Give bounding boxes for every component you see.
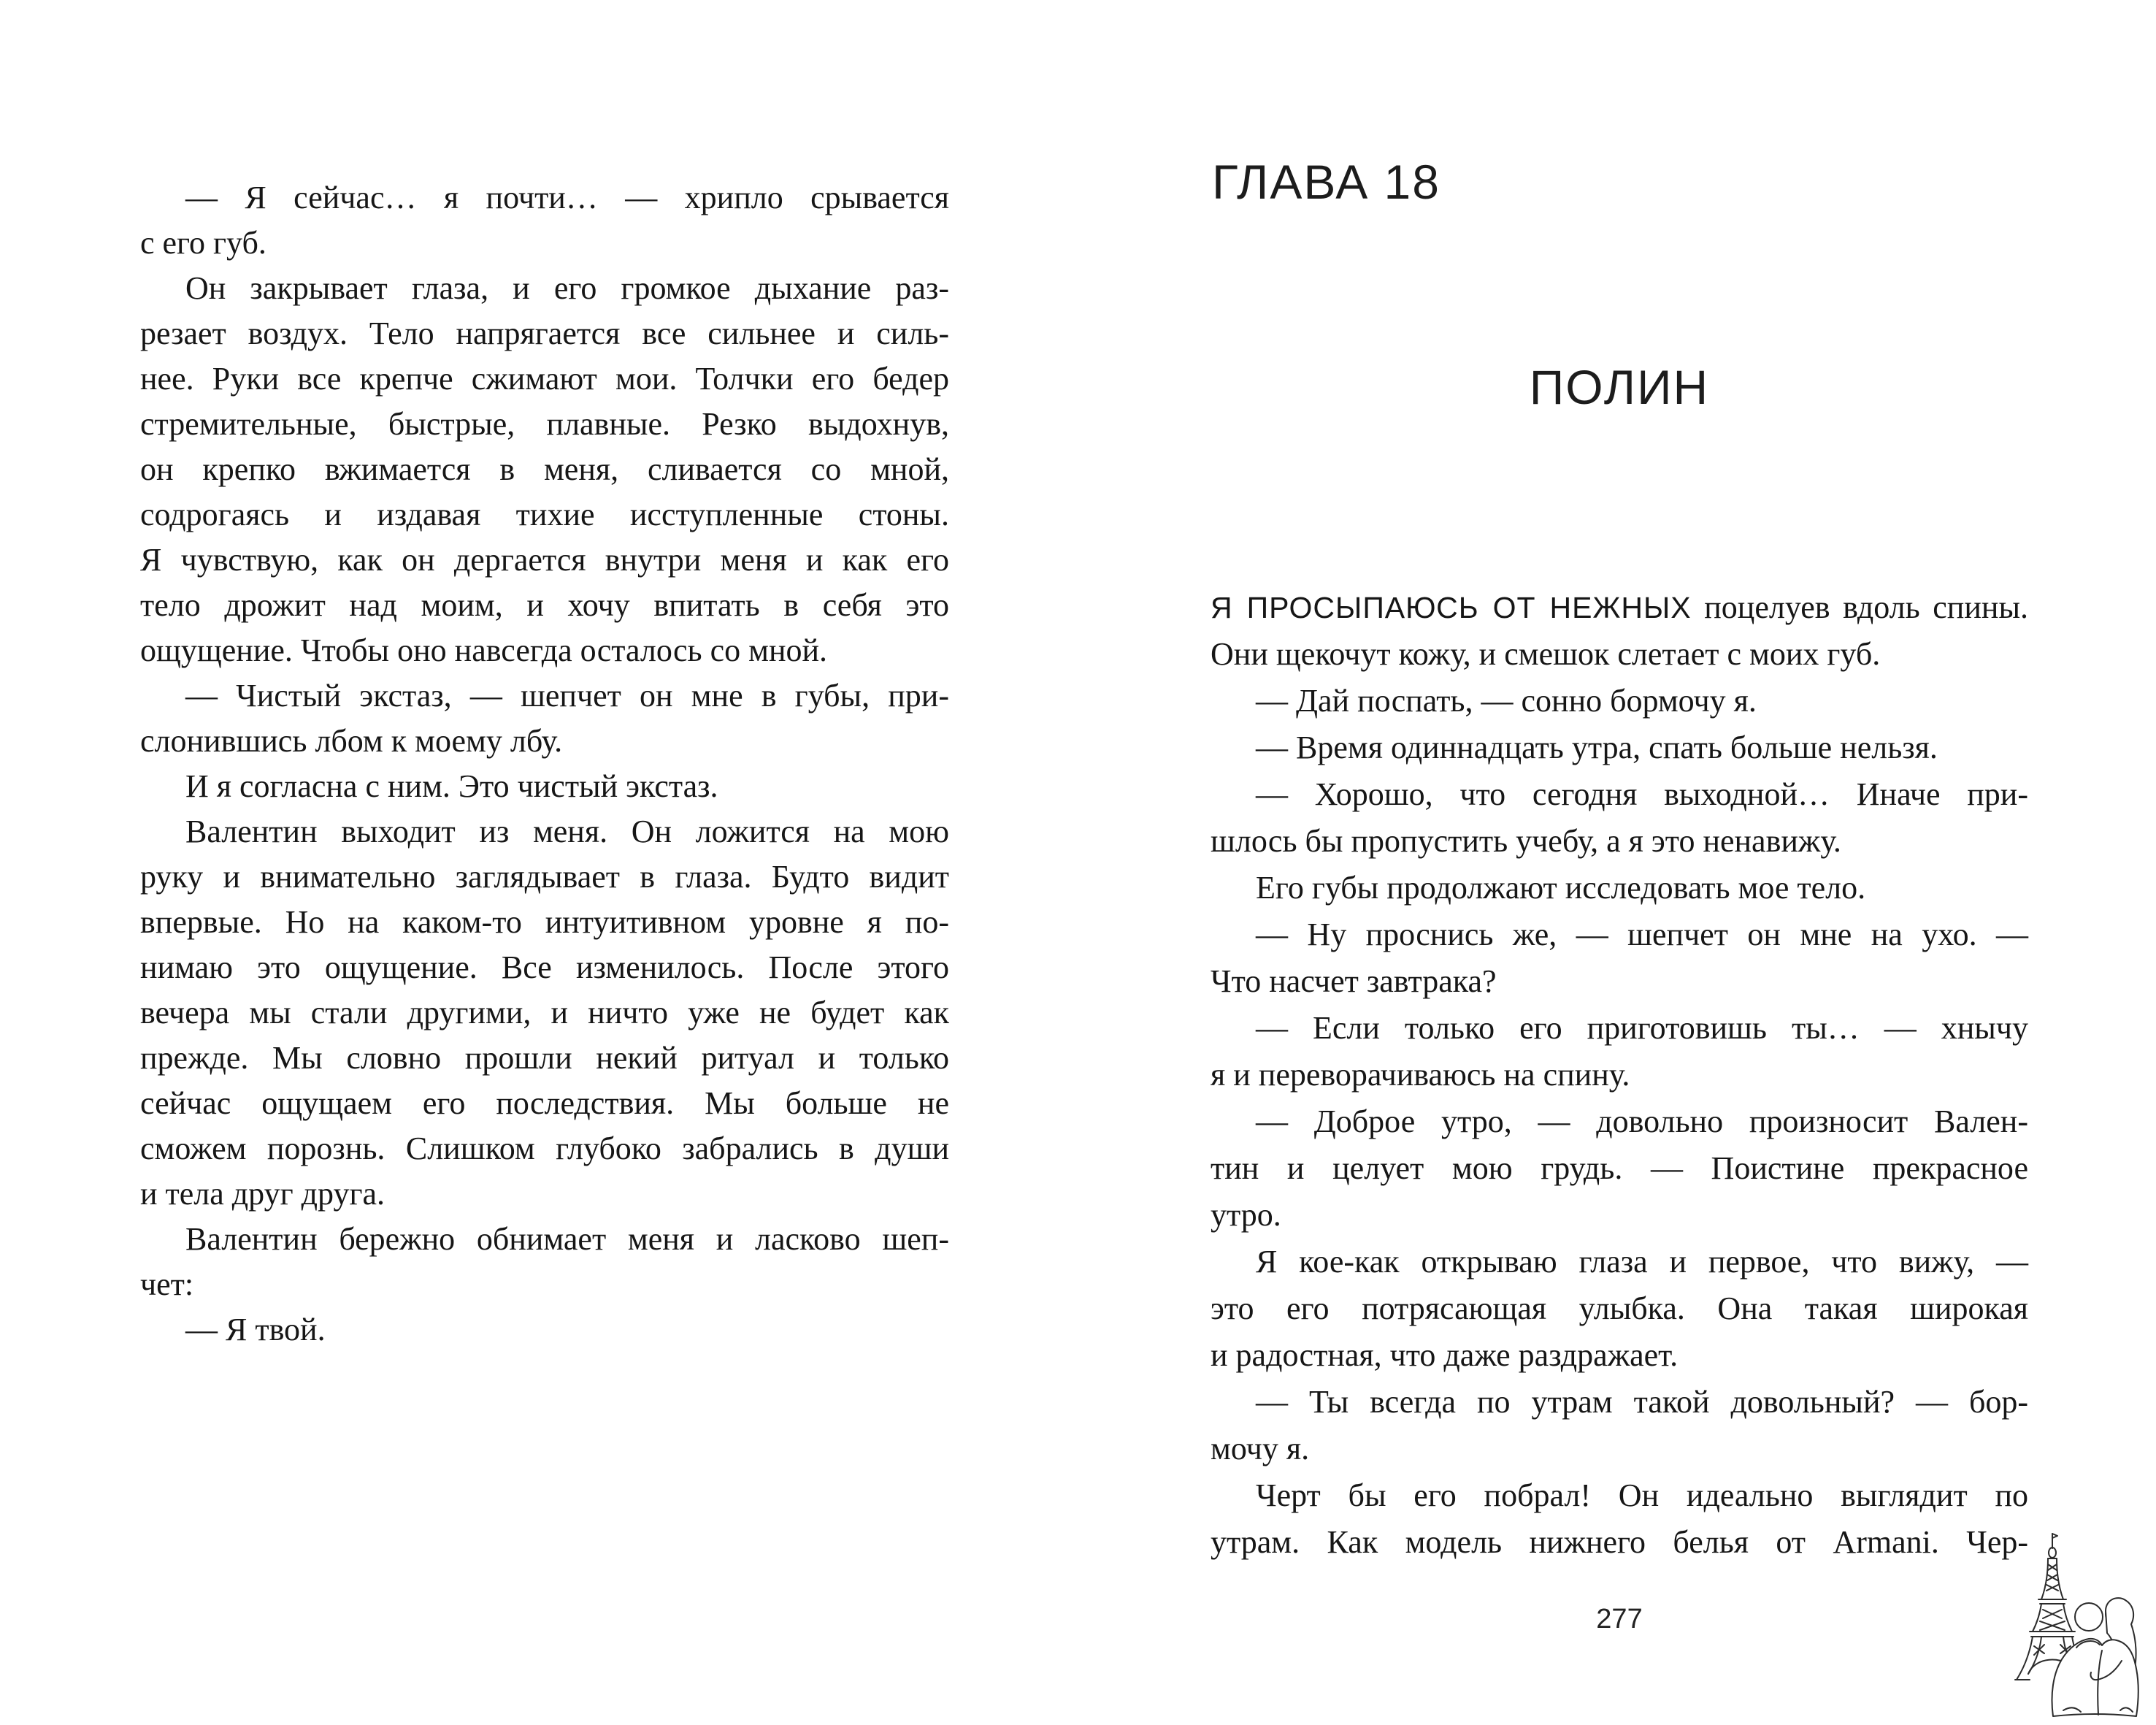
chapter-opening-caps: Я ПРОСЫПАЮСЬ ОТ НЕЖНЫХ: [1211, 591, 1692, 624]
text-line: ощущение. Чтобы оно навсегда осталось со мной.: [140, 632, 828, 668]
page-number: 277: [1596, 1604, 1643, 1634]
text-line: и радостная, что даже раздражает.: [1211, 1337, 1679, 1373]
text-line: и тела друг друга.: [140, 1176, 385, 1212]
right-page-lines: [1211, 584, 2028, 1566]
text-line: И я согласна с ним. Это чистый экстаз.: [185, 768, 718, 804]
text-line: стремительные, быстрые, плавные. Резко выдохнув,: [140, 406, 949, 442]
text-line: он крепко вжимается в меня, сливается со мной,: [140, 451, 949, 487]
text-line: утрам. Как модель нижнего белья от Armani. Чер-: [1211, 1524, 2028, 1560]
text-line: Я чувствую, как он дергается внутри меня и как его: [140, 542, 949, 578]
text-line: я и переворачиваюсь на спину.: [1211, 1057, 1630, 1093]
text-line: Его губы продолжают исследовать мое тело.: [1256, 870, 1866, 906]
pov-heading: ПОЛИН: [1529, 360, 1710, 414]
text-line: — Я сейчас… я почти… — хрипло срывается: [185, 180, 949, 215]
text-line: руку и внимательно заглядывает в глаза. Будто видит: [140, 859, 949, 895]
text-line: тело дрожит над моим, и хочу впитать в себя это: [140, 587, 949, 623]
text-line: шлось бы пропустить учебу, а я это ненавижу.: [1211, 823, 1841, 859]
text-line: — Дай поспать, — сонно бормочу я.: [1256, 683, 1757, 719]
eiffel-tower-couple-illustration: [2012, 1529, 2151, 1718]
text-line: Они щекочут кожу, и смешок слетает с моих губ.: [1211, 636, 1881, 672]
text-line: — Я твой.: [185, 1312, 326, 1347]
text-line: впервые. Но на каком-то интуитивном уровне я по-: [140, 904, 949, 940]
couple-icon: [2052, 1598, 2138, 1716]
text-line: тин и целует мою грудь. — Поистине прекрасное: [1211, 1150, 2028, 1186]
text-line: нее. Руки все крепче сжимают мои. Толчки его бедер: [140, 361, 949, 397]
text-line: — Время одиннадцать утра, спать больше нельзя.: [1256, 730, 1938, 765]
left-page-lines: [140, 175, 949, 1353]
text-line: Он закрывает глаза, и его громкое дыхание раз-: [185, 270, 949, 306]
text-line: вечера мы стали другими, и ничто уже не будет как: [140, 995, 949, 1030]
text-line: — Чистый экстаз, — шепчет он мне в губы, при-: [185, 678, 949, 714]
text-line: это его потрясающая улыбка. Она такая широкая: [1211, 1290, 2028, 1326]
text-line: — Хорошо, что сегодня выходной… Иначе при-: [1256, 776, 2028, 812]
text-line: утро.: [1211, 1197, 1281, 1233]
text-line: содрогаясь и издавая тихие исступленные стоны.: [140, 497, 949, 532]
text-line: Валентин выходит из меня. Он ложится на мою: [185, 814, 949, 849]
text-line: слонившись лбом к моему лбу.: [140, 723, 563, 759]
text-line: — Доброе утро, — довольно произносит Вален-: [1256, 1104, 2028, 1139]
text-line: резает воздух. Тело напрягается все сильнее и силь-: [140, 315, 949, 351]
text-line: нимаю это ощущение. Все изменилось. После этого: [140, 949, 949, 985]
text-line: мочу я.: [1211, 1431, 1310, 1466]
text-line: сможем порознь. Слишком глубоко забрались в души: [140, 1131, 949, 1166]
text-line: — Ну проснись же, — шепчет он мне на ухо. —: [1256, 917, 2028, 952]
text-line: прежде. Мы словно прошли некий ритуал и только: [140, 1040, 949, 1076]
text-line: с его губ.: [140, 225, 266, 261]
text-line: сейчас ощущаем его последствия. Мы больше не: [140, 1085, 949, 1121]
text-line: Черт бы его побрал! Он идеально выглядит по: [1256, 1477, 2028, 1513]
text-line: Что насчет завтрака?: [1211, 963, 1497, 999]
text-line: Я кое-как открываю глаза и первое, что вижу, —: [1256, 1244, 2028, 1280]
text-line: чет:: [140, 1266, 194, 1302]
text-line: Валентин бережно обнимает меня и ласково шеп-: [185, 1221, 949, 1257]
text-line: Я ПРОСЫПАЮСЬ ОТ НЕЖНЫХ поцелуев вдоль спины.: [1211, 589, 2028, 625]
text-line: — Ты всегда по утрам такой довольный? — бор-: [1256, 1384, 2028, 1420]
text-line: — Если только его приготовишь ты… — хнычу: [1256, 1010, 2028, 1046]
chapter-heading: ГЛАВА 18: [1212, 155, 1440, 209]
